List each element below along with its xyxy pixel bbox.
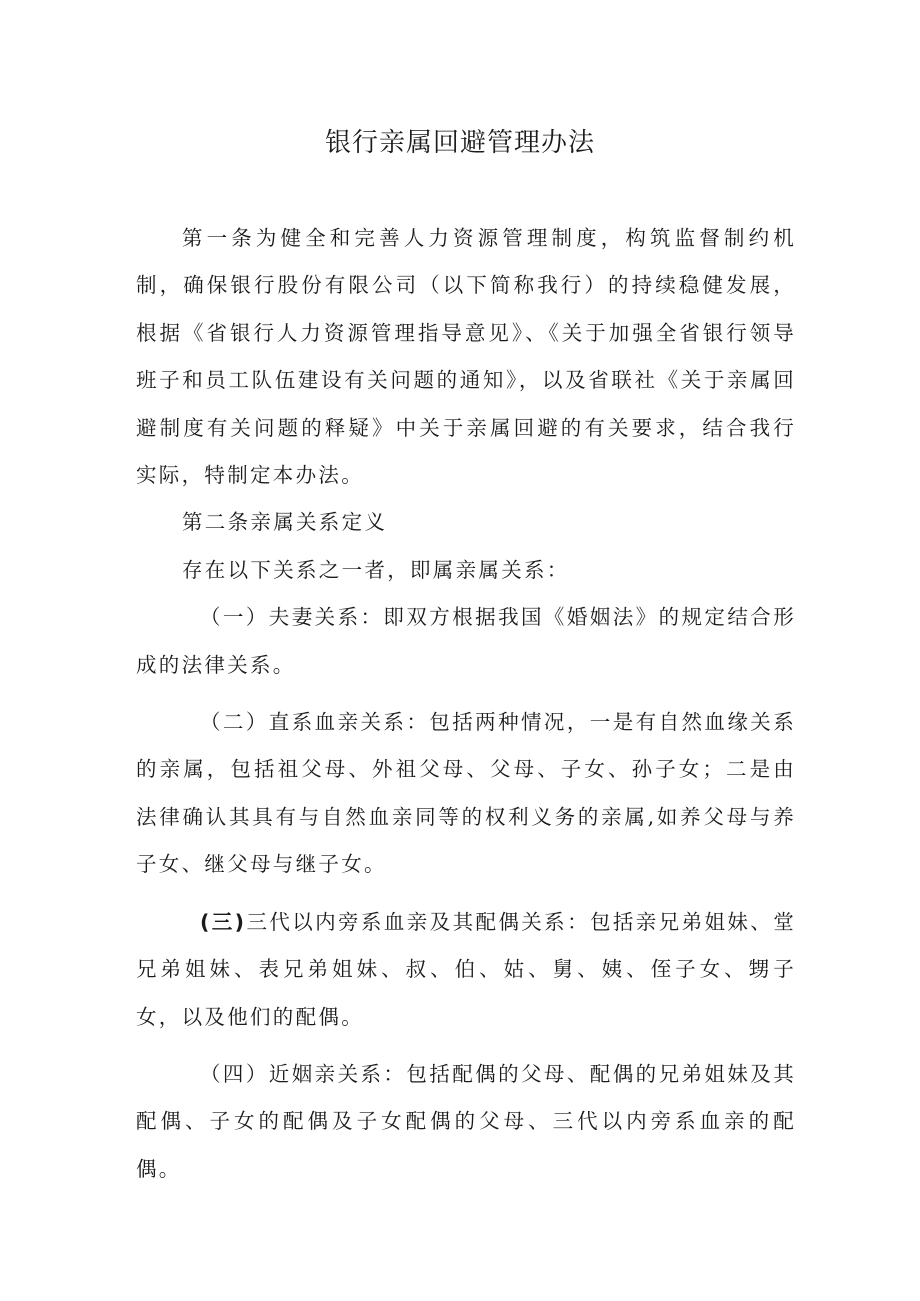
item-marker: （二） — [200, 710, 269, 735]
document-title: 银行亲属回避管理办法 — [324, 128, 595, 158]
document-body — [136, 215, 796, 1193]
item-lineal-relationship — [136, 699, 796, 889]
paragraph-text: 夫妻关系：即双方根据我国《婚姻法》的规定结合形成的法律关系。 — [136, 605, 797, 677]
item-marker: （一） — [200, 605, 269, 630]
article-1-paragraph — [136, 215, 796, 499]
article-2-heading — [136, 499, 796, 546]
paragraph-text: 第二条亲属关系定义 — [182, 510, 388, 535]
paragraph-text: 存在以下关系之一者，即属亲属关系： — [182, 557, 570, 582]
item-spouse-relationship — [136, 594, 796, 689]
paragraph-text: 三代以内旁系血亲及其配偶关系：包括亲兄弟姐妹、堂兄弟姐妹、表兄弟姐妹、叔、伯、姑、舅、姨、侄子女、甥子女，以及他们的配偶。 — [136, 909, 796, 1029]
item-marker: (三) — [200, 909, 247, 934]
paragraph-text: 第一条为健全和完善人力资源管理制度，构筑监督制约机制，确保银行股份有限公司（以下简称我行）的持续稳健发展，根据《省银行人力资源管理指导意见》、《关于加强全省银行领导班子和员工队伍建设有关问题的通知》，以及省联社《关于亲属回避制度有关问题的释疑》中关于亲属回避的有关要求，结合我行实际，特制定本办法。 — [136, 226, 796, 488]
item-in-law-relationship — [136, 1051, 796, 1193]
paragraph-text: 近姻亲关系：包括配偶的父母、配偶的兄弟姐妹及其配偶、子女的配偶及子女配偶的父母、三代以内旁系血亲的配偶。 — [136, 1061, 797, 1181]
paragraph-text: 直系血亲关系：包括两种情况，一是有自然血缘关系的亲属，包括祖父母、外祖父母、父母、子女、孙子女；二是由法律确认其具有与自然血亲同等的权利义务的亲属,如养父母与养子女、继父母与继子女。 — [136, 710, 797, 877]
item-marker: （四） — [200, 1061, 269, 1086]
item-collateral-relationship — [136, 899, 796, 1041]
relationship-intro — [136, 547, 796, 594]
